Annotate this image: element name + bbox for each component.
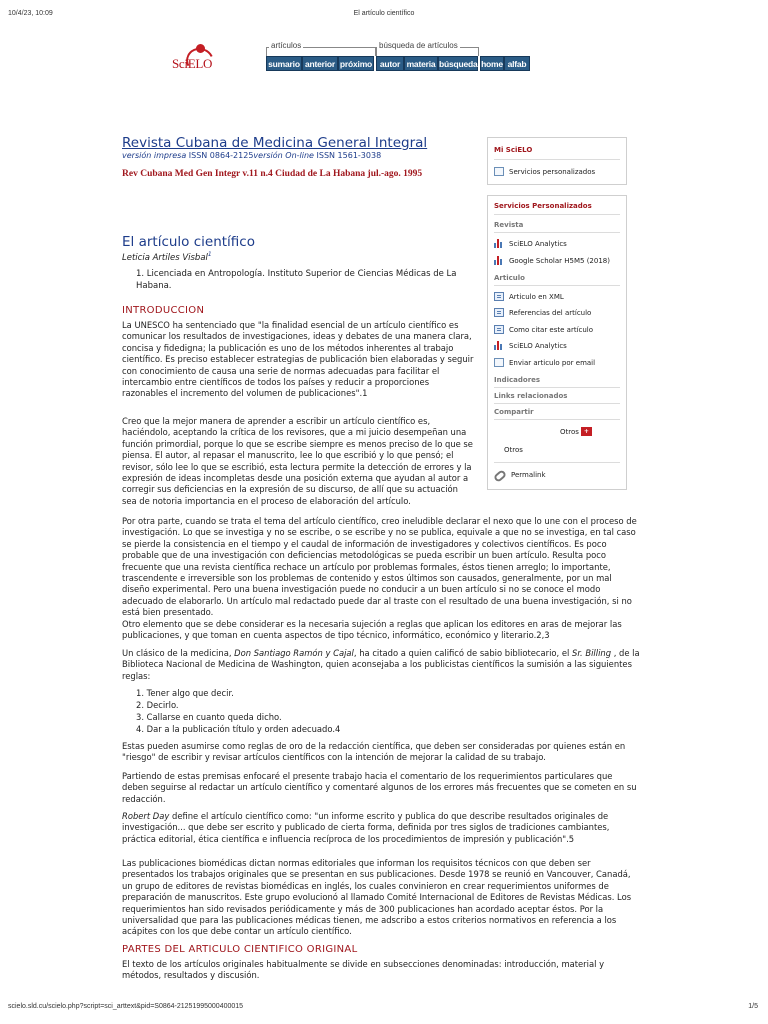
journal-citation: Rev Cubana Med Gen Integr v.11 n.4 Ciudad de La Habana jul.-ago. 1995 bbox=[122, 169, 423, 179]
nav-home-button[interactable]: home bbox=[480, 56, 504, 71]
paragraph-8 bbox=[122, 811, 640, 845]
paragraph-5 bbox=[122, 648, 640, 682]
author-affiliation: 1. Licenciada en Antropología. Instituto Superior de Ciencias Médicas de La Habana. bbox=[136, 269, 457, 291]
paragraph-7: Partiendo de estas premisas enfocaré el presente trabajo hacia el comentario de los requerimientos particulares que deben seguirse al redactar un artículo científico y comentaré algunos de los errores más frecuentes que se cometen en su redacción. bbox=[122, 771, 637, 804]
scielo-analytics-label: SciELO Analytics bbox=[509, 239, 567, 248]
permalink-link[interactable] bbox=[494, 470, 546, 480]
paragraph-10: El texto de los artículos originales habitualmente se divide en subsecciones denominadas: introducción, material y métodos, resultados y discusión. bbox=[122, 959, 605, 981]
logo-dot-icon bbox=[196, 44, 205, 53]
rules-list bbox=[136, 687, 340, 735]
paragraph-2: Creo que la mejor manera de aprender a escribir un artículo científico es, haciéndolo, aceptando la crítica de los revisores, que a mi juicio desempeñan una función primordial, porque lo que se escribe siempre es menos preciso de lo que se piensa. El autor, al repasar el manuscrito, lee lo que escribió y lo que pensó; el revisor, sólo lee lo que se escribió, esta lectura permite la detección de errores y la expresión de ideas incompletas desde una posición externa que ayudan al autor a corregir sus deficiencias en la expresión de su discurso, de allí que su actuación sea de notoria importancia en el proceso de elaboración del artículo. bbox=[122, 416, 473, 506]
otros-share-button[interactable] bbox=[560, 427, 592, 436]
otros-2-label: Otros bbox=[504, 446, 523, 454]
p5-text-a: Un clásico de la medicina, bbox=[122, 648, 235, 658]
print-issn: ISSN 0864-2125 bbox=[188, 151, 254, 160]
print-version-label: versión impresa bbox=[122, 151, 187, 160]
google-scholar-link[interactable] bbox=[494, 256, 610, 265]
como-citar-label: Como citar este artículo bbox=[509, 325, 594, 334]
print-url: scielo.sld.cu/scielo.php?script=sci_arttext&pid=S0864-21251995000400015 bbox=[8, 1003, 244, 1010]
print-page-number: 1/5 bbox=[748, 1003, 758, 1010]
paragraph-9: Las publicaciones biomédicas dictan normas editoriales que informan los requisitos técnicos con que deben ser presentados los trabajos originales que se presentan en sus publicaciones. Desde 1978 se reunió en Vancouver, Canadá, un grupo de editores de revistas biomédicas en inglés, los cuales convinieron en crear requerimientos uniformes de preparación de manuscritos. Este grupo evolucionó al llamado Comité Internacional de Editores de Revistas Médicas. Los requerimientos han sido revisados periódicamente y más de 300 publicaciones han acordado aceptar éstos. Por la universalidad que para las publicaciones médicas tienen, me adscribo a estos criterios normativos en referencia a los acápites con los que debe contar un artículo científico. bbox=[122, 858, 632, 937]
servicios-personalizados-label: Servicios personalizados bbox=[509, 167, 596, 176]
journal-title-link[interactable]: Revista Cubana de Medicina General Integral bbox=[122, 135, 428, 151]
otros-link[interactable] bbox=[504, 446, 523, 454]
document-icon bbox=[494, 325, 504, 334]
envelope-icon bbox=[494, 358, 504, 367]
rule-item: 3. Callarse en cuanto queda dicho. bbox=[136, 712, 282, 722]
referencias-link[interactable] bbox=[494, 308, 591, 317]
paragraph-1: La UNESCO ha sentenciado que "la finalidad esencial de un artículo científico es comunicar los resultados de investigaciones, ideas y debates de una manera clara, concisa y fidedigna; la publicación es uno de los métodos inherentes al trabajo científico. Es preciso establecer estrategias de publicación bien elaboradas y seguir con conocimiento de causa una serie de normas adecuadas para facilitar el intercambio entre científicos de todos los países y reducir a proporciones razonables el incremento del volumen de publicaciones".1 bbox=[122, 320, 474, 399]
mi-scielo-heading: Mi SciELO bbox=[494, 146, 533, 154]
indicadores-subheading: Indicadores bbox=[494, 376, 541, 384]
online-issn: ISSN 1561-3038 bbox=[316, 151, 382, 160]
revista-subheading: Revista bbox=[494, 221, 524, 229]
nav-group-articulos-label: artículos bbox=[271, 41, 302, 50]
scielo-analytics-2-label: SciELO Analytics bbox=[509, 341, 567, 350]
article-title: El artículo científico bbox=[122, 234, 255, 250]
logo-text: SciELO bbox=[172, 56, 213, 71]
p8-name-day: Robert Day bbox=[122, 811, 170, 821]
sidebar-servicios bbox=[487, 195, 627, 490]
nav-materia-button[interactable]: materia bbox=[404, 56, 438, 71]
p5-name-billing: Sr. Billing bbox=[572, 648, 612, 658]
p8-text: define el artículo científico como: "un informe escrito y publica do que describe resultados originales de investigación... que debe ser escrito y publicado de cierta forma, definida por tres siglos de tradiciones cambiantes, práctica editorial, ética científica e influencia recíproca de los procedimientos de impresión y publicación".5 bbox=[122, 811, 610, 844]
envelope-icon bbox=[494, 167, 504, 176]
articulo-xml-label: Articulo en XML bbox=[509, 292, 564, 301]
article-author bbox=[122, 251, 212, 263]
paragraph-6: Estas pueden asumirse como reglas de oro de la redacción científica, que deben ser consideradas por quienes están en "riesgo" de escribir y revisar artículos científicos con la intención de mejorar la calidad de su trabajo. bbox=[122, 741, 626, 763]
links-relacionados-subheading: Links relacionados bbox=[494, 392, 568, 400]
rule-item: 4. Dar a la publicación título y orden adecuado.4 bbox=[136, 724, 341, 734]
otros-label: Otros bbox=[560, 427, 579, 436]
compartir-subheading: Compartir bbox=[494, 408, 534, 416]
document-icon bbox=[494, 292, 504, 301]
online-version-label: versión On-line bbox=[253, 151, 314, 160]
link-icon bbox=[493, 469, 507, 483]
bar-chart-icon bbox=[494, 239, 504, 248]
author-name: Leticia Artiles Visbal bbox=[122, 252, 208, 263]
print-page-title: El artículo científico bbox=[353, 10, 415, 17]
print-datetime: 10/4/23, 10:09 bbox=[8, 10, 53, 17]
nav-alfab-button[interactable]: alfab bbox=[504, 56, 530, 71]
sidebar-mi-scielo bbox=[487, 137, 627, 185]
paragraph-3: Por otra parte, cuando se trata el tema del artículo científico, creo ineludible declarar el nexo que lo une con el proceso de investigación. Lo que se investiga y no se escribe, o se escribe y no se publica, equivale a que no se investiga, en tal caso se pierde la consistencia en el tiempo y el caudal de información de investigadores y colectivos científicos. Es poco probable que de una investigación con deficiencias metodológicas se pueda escribir un buen artículo. Resulta poco frecuente que una revista científica rechace un artículo por problemas formales, éstos tienen arreglo; lo importante, trascendente e irreversible son los problemas de contenido y estos últimos son causados, generalmente, por un mal diseño experimental. Pero una buena investigación puede no conducir a un buen artículo si no se conoce el modo adecuado de elaborarlo. Un artículo mal redactado puede dar al traste con el resultado de una buena investigación, si no está bien presentado. bbox=[122, 516, 637, 618]
enviar-email-link[interactable] bbox=[494, 358, 595, 367]
enviar-label: Enviar articulo por email bbox=[509, 358, 596, 367]
nav-autor-button[interactable]: autor bbox=[376, 56, 404, 71]
articulo-subheading: Articulo bbox=[494, 274, 525, 282]
section-heading-introduccion: INTRODUCCION bbox=[122, 305, 205, 316]
nav-anterior-button[interactable]: anterior bbox=[302, 56, 338, 71]
nav-busqueda-button[interactable]: búsqueda bbox=[438, 56, 478, 71]
permalink-label: Permalink bbox=[511, 471, 546, 479]
referencias-label: Referencias del artículo bbox=[509, 308, 592, 317]
paragraph-4: Otro elemento que se debe considerar es la necesaria sujeción a reglas que aplican los editores en aras de mejorar las publicaciones, y que toman en cuenta aspectos de tipo técnico, informático, económico y literario.2,3 bbox=[122, 619, 622, 641]
author-affiliation-link[interactable]: 1 bbox=[207, 251, 212, 258]
google-scholar-label: Google Scholar H5M5 (2018) bbox=[509, 256, 610, 265]
servicios-personalizados-link[interactable] bbox=[494, 167, 595, 176]
rule-item: 1. Tener algo que decir. bbox=[136, 688, 234, 698]
articulo-xml-link[interactable] bbox=[494, 292, 564, 301]
p5-text-c: , de la Biblioteca Nacional de Medicina de Washington, quien aconsejaba a los publicistas científicos la sumisión a las siguientes reglas: bbox=[122, 648, 640, 681]
p5-text-b: , ha citado a quien calificó de sabio bibliotecario, el bbox=[353, 648, 573, 658]
scielo-analytics-journal-link[interactable] bbox=[494, 239, 567, 248]
servicios-heading: Servicios Personalizados bbox=[494, 202, 592, 210]
p5-name-cajal: Don Santiago Ramón y Cajal bbox=[234, 648, 354, 658]
scielo-logo[interactable] bbox=[172, 42, 216, 78]
rule-item: 2. Decirlo. bbox=[136, 700, 179, 710]
issn-line bbox=[122, 151, 381, 160]
bar-chart-icon bbox=[494, 256, 504, 265]
nav-sumario-button[interactable]: sumario bbox=[266, 56, 302, 71]
scielo-analytics-article-link[interactable] bbox=[494, 341, 567, 350]
nav-group-busqueda-label: búsqueda de artículos bbox=[379, 41, 458, 50]
como-citar-link[interactable] bbox=[494, 325, 593, 334]
share-icon: + bbox=[581, 427, 592, 436]
nav-proximo-button[interactable]: próximo bbox=[338, 56, 374, 71]
bar-chart-icon bbox=[494, 341, 504, 350]
section-heading-partes: PARTES DEL ARTICULO CIENTIFICO ORIGINAL bbox=[122, 944, 358, 955]
document-icon bbox=[494, 308, 504, 317]
